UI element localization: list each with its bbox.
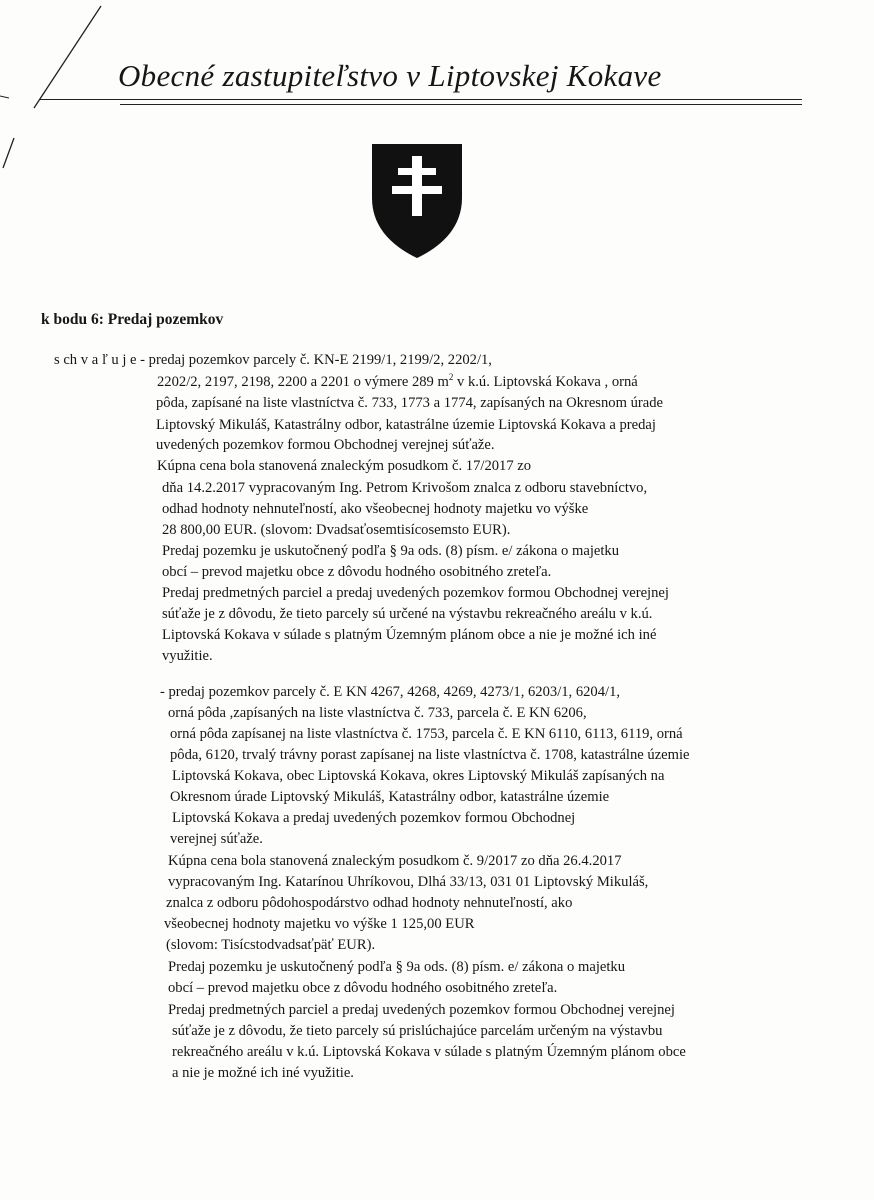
text-line: súťaže je z dôvodu, že tieto parcely sú určené na výstavbu rekreačného areálu v k.ú. (162, 606, 653, 622)
text-line: uvedených pozemkov formou Obchodnej verejnej súťaže. (156, 437, 495, 453)
text-line: Kúpna cena bola stanovená znaleckým posudkom č. 17/2017 zo (157, 458, 532, 474)
text-line: dňa 14.2.2017 vypracovaným Ing. Petrom Krivošom znalca z odboru stavebníctvo, (162, 480, 648, 496)
text-line: verejnej súťaže. (170, 831, 263, 847)
superscript: 2 (448, 372, 454, 383)
header-rule (40, 99, 802, 100)
section-heading: k bodu 6: Predaj pozemkov (41, 311, 224, 328)
text-line: pôda, 6120, trvalý trávny porast zapísanej na liste vlastníctva č. 1708, katastrálne územie (170, 747, 690, 763)
text-line: všeobecnej hodnoty majetku vo výške 1 125,00 EUR (164, 916, 475, 932)
text-line: orná pôda zapísanej na liste vlastníctva č. 1753, parcela č. E KN 6110, 6113, 6119, orná (170, 726, 683, 742)
text-line: Liptovská Kokava a predaj uvedených pozemkov formou Obchodnej (172, 810, 576, 826)
text-line: Predaj pozemku je uskutočnený podľa § 9a ods. (8) písm. e/ zákona o majetku (162, 543, 620, 559)
text-line: 2202/2, 2197, 2198, 2200 a 2201 o výmere 289 $m^2$ v k.ú. Liptovská Kokava , orná (157, 372, 638, 390)
text-line: s ch v a ľ u j e - predaj pozemkov parcely č. KN-E 2199/1, 2199/2, 2202/1, (54, 352, 492, 368)
text-line: 28 800,00 EUR. (slovom: Dvadsaťosemtisícosemsto EUR). (162, 522, 511, 538)
text-line: súťaže je z dôvodu, že tieto parcely sú prislúchajúce parcelám určeným na výstavbu (172, 1023, 663, 1039)
text-line: odhad hodnoty nehnuteľností, ako všeobecnej hodnoty majetku vo výške (162, 501, 589, 517)
text-line: Predaj pozemku je uskutočnený podľa § 9a ods. (8) písm. e/ zákona o majetku (168, 959, 626, 975)
text-line: znalca z odboru pôdohospodárstvo odhad hodnoty nehnuteľností, ako (166, 895, 573, 911)
text-line: Predaj predmetných parciel a predaj uvedených pozemkov formou Obchodnej verejnej (162, 585, 669, 601)
text-line: vypracovaným Ing. Katarínou Uhríkovou, Dlhá 33/13, 031 01 Liptovský Mikuláš, (168, 874, 649, 890)
council-title: Obecné zastupiteľstvo v Liptovskej Kokave (118, 58, 662, 93)
text-line: (slovom: Tisícstodvadsaťpäť EUR). (166, 937, 376, 953)
text-line: pôda, zapísané na liste vlastníctva č. 733, 1773 a 1774, zapísaných na Okresnom úrade (156, 395, 663, 411)
text-line: Predaj predmetných parciel a predaj uvedených pozemkov formou Obchodnej verejnej (168, 1002, 675, 1018)
text-line: obcí – prevod majetku obce z dôvodu hodného osobitného zreteľa. (168, 980, 558, 996)
slovak-coat-of-arms-icon (368, 142, 466, 260)
text-line: Liptovská Kokava v súlade s platným Územným plánom obce a nie je možné ich iné (162, 627, 657, 643)
scan-line-mark (0, 0, 120, 180)
text-line: Liptovská Kokava, obec Liptovská Kokava, okres Liptovský Mikuláš zapísaných na (172, 768, 665, 784)
text-line: orná pôda ,zapísaných na liste vlastníctva č. 733, parcela č. E KN 6206, (168, 705, 587, 721)
text-line: rekreačného areálu v k.ú. Liptovská Kokava v súlade s platným Územným plánom obce (172, 1044, 686, 1060)
text-line: - predaj pozemkov parcely č. E KN 4267, 4268, 4269, 4273/1, 6203/1, 6204/1, (160, 684, 621, 700)
text-line: Liptovský Mikuláš, Katastrálny odbor, katastrálne územie Liptovská Kokava a predaj (156, 417, 656, 433)
text-line: Okresnom úrade Liptovský Mikuláš, Katastrálny odbor, katastrálne územie (170, 789, 610, 805)
text-line: Kúpna cena bola stanovená znaleckým posudkom č. 9/2017 zo dňa 26.4.2017 (168, 853, 622, 869)
text-line: využitie. (162, 648, 213, 664)
header-rule-second (120, 104, 802, 105)
text-line: a nie je možné ich iné využitie. (172, 1065, 354, 1081)
text-line: obcí – prevod majetku obce z dôvodu hodného osobitného zreteľa. (162, 564, 552, 580)
